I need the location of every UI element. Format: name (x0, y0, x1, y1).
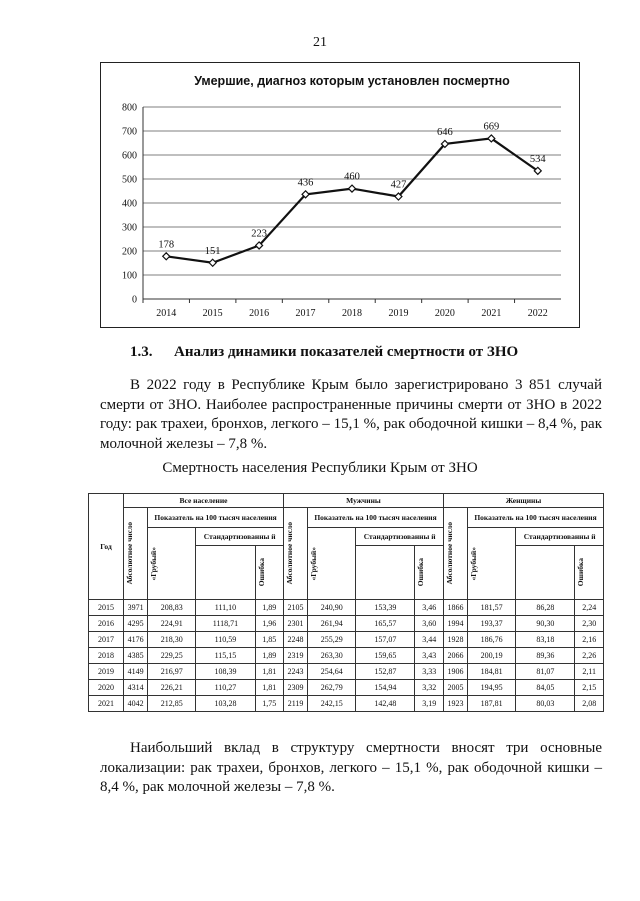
header-rate-all: Показатель на 100 тысяч населения (148, 508, 284, 528)
cell-women-error: 2,08 (575, 696, 604, 712)
x-tick-label: 2019 (388, 308, 409, 319)
header-group-women: Женщины (443, 494, 603, 508)
header-absolute-men-text: Абсолютное число (285, 522, 294, 585)
cell-men-absolute: 2301 (284, 616, 308, 632)
cell-all-standardized: 103,28 (196, 696, 255, 712)
y-tick-label: 300 (122, 222, 137, 234)
cell-men-error: 3,46 (415, 600, 443, 616)
cell-all-error: 1,81 (255, 664, 283, 680)
cell-men-error: 3,60 (415, 616, 443, 632)
cell-women-standardized: 89,36 (516, 648, 575, 664)
header-std-men: Стандартизованны й (356, 528, 444, 546)
cell-women-standardized: 90,30 (516, 616, 575, 632)
cell-women-crude: 187,81 (468, 696, 516, 712)
cell-all-absolute: 4042 (124, 696, 148, 712)
cell-women-error: 2,16 (575, 632, 604, 648)
x-tick-label: 2018 (342, 308, 362, 319)
data-point (209, 259, 216, 266)
cell-all-crude: 208,83 (148, 600, 196, 616)
y-tick-label: 500 (122, 174, 137, 186)
cell-men-standardized: 152,87 (356, 664, 415, 680)
cell-all-standardized: 1118,71 (196, 616, 255, 632)
chart-canvas (101, 63, 579, 327)
header-std-all-value (196, 546, 255, 600)
cell-women-absolute: 2066 (443, 648, 467, 664)
cell-women-absolute: 2005 (443, 680, 467, 696)
cell-women-standardized: 86,28 (516, 600, 575, 616)
cell-all-error: 1,81 (255, 680, 283, 696)
cell-women-error: 2,11 (575, 664, 604, 680)
cell-men-standardized: 165,57 (356, 616, 415, 632)
cell-women-crude: 181,57 (468, 600, 516, 616)
table-row (89, 680, 604, 696)
cell-all-absolute: 4385 (124, 648, 148, 664)
cell-men-crude: 261,94 (308, 616, 356, 632)
cell-women-error: 2,30 (575, 616, 604, 632)
cell-all-standardized: 110,27 (196, 680, 255, 696)
cell-year: 2016 (89, 616, 124, 632)
y-tick-label: 100 (122, 270, 137, 282)
cell-all-crude: 216,97 (148, 664, 196, 680)
table-row (89, 664, 604, 680)
data-label: 436 (297, 177, 314, 189)
cell-all-absolute: 4176 (124, 632, 148, 648)
cell-women-crude: 186,76 (468, 632, 516, 648)
cell-men-absolute: 2248 (284, 632, 308, 648)
y-tick-label: 400 (122, 198, 137, 210)
x-tick-label: 2016 (249, 308, 270, 319)
section-heading (130, 344, 518, 361)
header-crude-women-text: «Грубый» (469, 546, 479, 581)
cell-women-absolute: 1923 (443, 696, 467, 712)
cell-all-absolute: 3971 (124, 600, 148, 616)
paragraph-2: Наибольший вклад в структуру смертности вносят три основные локализации: рак трахеи, бронхов, легкого – 15,1 %, рак ободочной кишки – 8,4 %, рак молочной железы – 7,8 %. (100, 740, 602, 795)
header-crude-women (468, 528, 516, 600)
cell-all-standardized: 115,15 (196, 648, 255, 664)
header-std-all: Стандартизованны й (196, 528, 284, 546)
header-group-all: Все население (124, 494, 284, 508)
data-label: 151 (204, 245, 221, 257)
cell-year: 2018 (89, 648, 124, 664)
x-tick-label: 2017 (295, 308, 316, 319)
cell-men-absolute: 2243 (284, 664, 308, 680)
cell-men-error: 3,44 (415, 632, 443, 648)
cell-men-standardized: 154,94 (356, 680, 415, 696)
y-tick-label: 200 (122, 246, 137, 258)
data-point (349, 185, 356, 192)
cell-men-error: 3,32 (415, 680, 443, 696)
x-tick-label: 2022 (527, 308, 548, 319)
cell-year: 2017 (89, 632, 124, 648)
cell-men-error: 3,19 (415, 696, 443, 712)
cell-women-standardized: 84,05 (516, 680, 575, 696)
table-row (89, 648, 604, 664)
header-error-women-text: Ошибка (576, 558, 586, 587)
cell-all-crude: 229,25 (148, 648, 196, 664)
cell-men-standardized: 159,65 (356, 648, 415, 664)
cell-women-crude: 194,95 (468, 680, 516, 696)
cell-all-crude: 212,85 (148, 696, 196, 712)
cell-all-error: 1,89 (255, 648, 283, 664)
cell-men-error: 3,43 (415, 648, 443, 664)
cell-women-absolute: 1994 (443, 616, 467, 632)
cell-all-crude: 218,30 (148, 632, 196, 648)
cell-women-standardized: 83,18 (516, 632, 575, 648)
table-row (89, 696, 604, 712)
paragraph-1: В 2022 году в Республике Крым было зарегистрировано 3 851 случай смерти от ЗНО. Наиболее распространенные причины смерти от ЗНО в 2022 году: рак трахеи, бронхов, легкого – 15,1 %, рак ободочной кишки – 8,4 %, рак молочной железы – 7,8 %. (100, 377, 602, 452)
header-error-women (575, 546, 604, 600)
chart-title: Умершие, диагноз которым установлен посмертно (194, 74, 510, 88)
cell-all-crude: 226,21 (148, 680, 196, 696)
cell-men-absolute: 2105 (284, 600, 308, 616)
cell-women-crude: 200,19 (468, 648, 516, 664)
cell-men-error: 3,33 (415, 664, 443, 680)
mortality-table (88, 493, 604, 712)
cell-men-standardized: 157,07 (356, 632, 415, 648)
series-line (166, 138, 538, 262)
data-label: 669 (483, 121, 500, 133)
data-label: 646 (437, 126, 453, 138)
x-tick-label: 2020 (434, 308, 455, 319)
header-year: Год (89, 494, 124, 600)
y-tick-label: 700 (122, 126, 137, 138)
header-error-men-text: Ошибка (416, 558, 426, 587)
header-error-men (415, 546, 443, 600)
cell-men-standardized: 153,39 (356, 600, 415, 616)
cell-women-standardized: 81,07 (516, 664, 575, 680)
cell-all-standardized: 108,39 (196, 664, 255, 680)
cell-all-error: 1,96 (255, 616, 283, 632)
header-std-men-value (356, 546, 415, 600)
cell-women-standardized: 80,03 (516, 696, 575, 712)
table-row (89, 632, 604, 648)
header-crude-all-text: «Грубый» (149, 546, 159, 581)
cell-men-crude: 255,29 (308, 632, 356, 648)
line-chart (100, 62, 580, 328)
header-error-all-text: Ошибка (256, 558, 266, 587)
header-absolute-all-text: Абсолютное число (125, 522, 135, 585)
header-rate-men: Показатель на 100 тысяч населения (308, 508, 444, 528)
table-caption: Смертность населения Республики Крым от ЗНО (162, 460, 478, 476)
cell-women-error: 2,15 (575, 680, 604, 696)
cell-year: 2019 (89, 664, 124, 680)
cell-all-error: 1,89 (255, 600, 283, 616)
cell-all-absolute: 4295 (124, 616, 148, 632)
cell-men-crude: 254,64 (308, 664, 356, 680)
cell-all-error: 1,85 (255, 632, 283, 648)
section-title: Анализ динамики показателей смертности от ЗНО (174, 344, 519, 360)
header-std-women: Стандартизованны й (516, 528, 604, 546)
section-number: 1.3. (130, 344, 153, 360)
data-point (163, 253, 170, 260)
data-label: 534 (529, 153, 546, 165)
cell-men-absolute: 2309 (284, 680, 308, 696)
cell-men-standardized: 142,48 (356, 696, 415, 712)
header-crude-all (148, 528, 196, 600)
data-label: 460 (344, 171, 360, 183)
y-tick-label: 0 (132, 294, 137, 306)
cell-year: 2015 (89, 600, 124, 616)
header-rate-women: Показатель на 100 тысяч населения (468, 508, 604, 528)
cell-women-absolute: 1928 (443, 632, 467, 648)
cell-all-error: 1,75 (255, 696, 283, 712)
cell-women-crude: 184,81 (468, 664, 516, 680)
cell-year: 2021 (89, 696, 124, 712)
header-absolute-all (124, 508, 148, 600)
header-group-men: Мужчины (284, 494, 444, 508)
cell-men-crude: 240,90 (308, 600, 356, 616)
cell-men-crude: 262,79 (308, 680, 356, 696)
x-tick-label: 2015 (202, 308, 223, 319)
cell-all-crude: 224,91 (148, 616, 196, 632)
cell-all-standardized: 111,10 (196, 600, 255, 616)
y-tick-label: 600 (122, 150, 137, 162)
cell-all-standardized: 110,59 (196, 632, 255, 648)
x-tick-label: 2021 (481, 308, 502, 319)
y-tick-label: 800 (122, 102, 137, 114)
cell-women-absolute: 1866 (443, 600, 467, 616)
header-crude-men-text: «Грубый» (309, 546, 319, 581)
header-absolute-women (443, 508, 467, 600)
header-absolute-men (284, 508, 308, 600)
table-row (89, 600, 604, 616)
x-tick-label: 2014 (156, 308, 177, 319)
header-absolute-women-text: Абсолютное число (444, 522, 454, 585)
cell-men-absolute: 2119 (284, 696, 308, 712)
cell-women-crude: 193,37 (468, 616, 516, 632)
cell-all-absolute: 4149 (124, 664, 148, 680)
data-label: 427 (390, 179, 407, 191)
cell-all-absolute: 4314 (124, 680, 148, 696)
cell-women-absolute: 1906 (443, 664, 467, 680)
header-std-women-value (516, 546, 575, 600)
cell-year: 2020 (89, 680, 124, 696)
page-number: 21 (313, 35, 327, 50)
data-label: 178 (158, 239, 175, 251)
cell-women-error: 2,24 (575, 600, 604, 616)
cell-men-crude: 263,30 (308, 648, 356, 664)
cell-women-error: 2,26 (575, 648, 604, 664)
header-crude-men (308, 528, 356, 600)
header-error-all (255, 546, 283, 600)
table-row (89, 616, 604, 632)
cell-men-crude: 242,15 (308, 696, 356, 712)
cell-men-absolute: 2319 (284, 648, 308, 664)
data-label: 223 (251, 228, 267, 240)
